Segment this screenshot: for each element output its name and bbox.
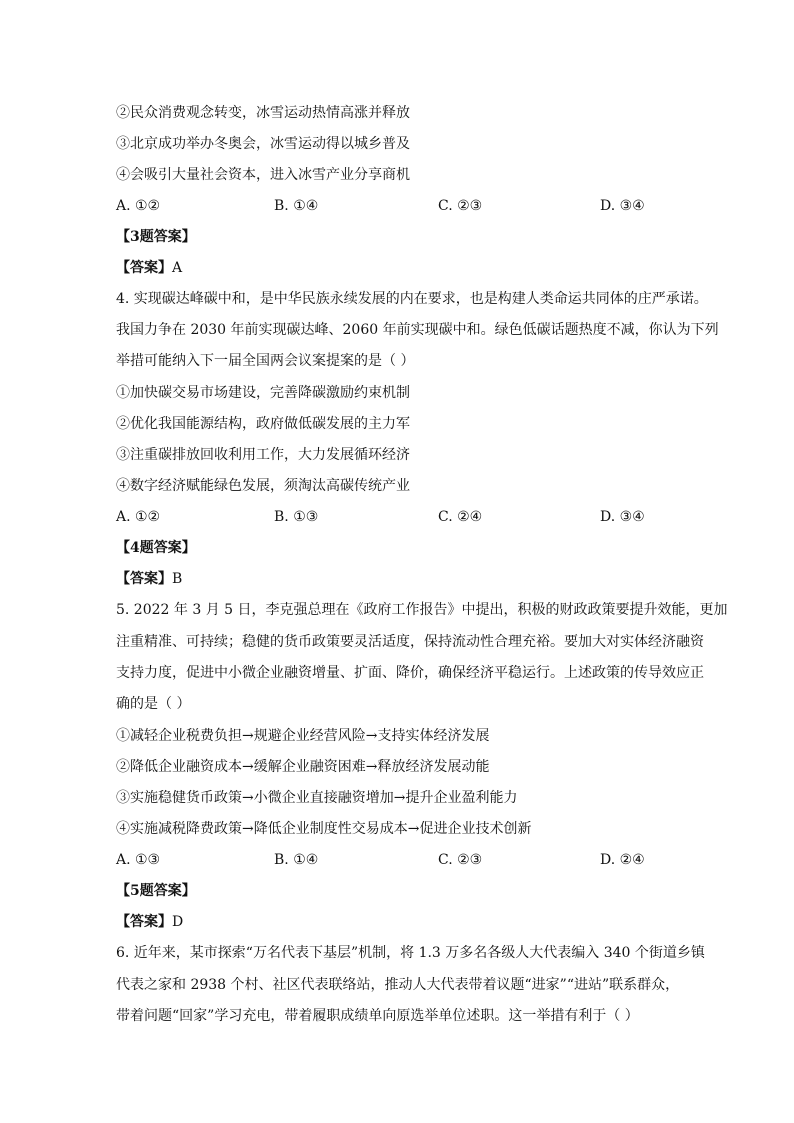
q6-stem-line-2: 代表之家和 2938 个村、社区代表联络站，推动人大代表带着议题“进家”“进站”联系群众，	[116, 977, 680, 993]
q4-stem-line-2: 我国力争在 2030 年前实现碳达峰、2060 年前实现碳中和。绿色低碳话题热度不减，你认为下列	[116, 322, 719, 338]
q5-option-a: A. ①③	[116, 852, 161, 868]
q5-statement-1: ①减轻企业税费负担→规避企业经营风险→支持实体经济发展	[116, 728, 490, 744]
q4-option-a: A. ①②	[116, 509, 161, 525]
q4-statement-4: ④数字经济赋能绿色发展，须淘汰高碳传统产业	[116, 478, 410, 494]
q3-statement-2: ②民众消费观念转变，冰雪运动热情高涨并释放	[116, 105, 410, 121]
q6-stem-line-1: 6. 近年来，某市探索“万名代表下基层”机制，将 1.3 万多名各级人大代表编入 340 个街道乡镇	[116, 945, 705, 961]
q5-stem-line-1: 5. 2022 年 3 月 5 日，李克强总理在《政府工作报告》中提出，积极的财政政策要提升效能，更加	[116, 602, 728, 618]
q5-options	[116, 850, 676, 870]
q3-option-b: B. ①④	[274, 198, 319, 214]
answer-label: 【答案】	[116, 260, 172, 276]
q4-option-c: C. ②④	[438, 509, 483, 525]
q4-statement-2: ②优化我国能源结构，政府做低碳发展的主力军	[116, 416, 410, 432]
q5-stem-line-3: 支持力度，促进中小微企业融资增量、扩面、降价，确保经济平稳运行。上述政策的传导效应正	[116, 665, 704, 681]
q5-statement-4: ④实施减税降费政策→降低企业制度性交易成本→促进企业技术创新	[116, 821, 532, 837]
q4-statement-3: ③注重碳排放回收利用工作，大力发展循环经济	[116, 447, 410, 463]
q3-option-a: A. ①②	[116, 198, 161, 214]
answer-value: B	[172, 571, 183, 587]
q5-stem-line-4: 确的是（ ）	[116, 696, 191, 712]
q4-stem-line-1: 4. 实现碳达峰碳中和，是中华民族永续发展的内在要求，也是构建人类命运共同体的庄严承诺。	[116, 291, 708, 307]
q3-options	[116, 196, 676, 216]
q3-statement-3: ③北京成功举办冬奥会，冰雪运动得以城乡普及	[116, 136, 410, 152]
q4-answer-header: 【4题答案】	[116, 540, 196, 556]
q4-options	[116, 507, 676, 527]
q6-stem-line-3: 带着问题“回家”学习充电，带着履职成绩单向原选举单位述职。这一举措有利于（ ）	[116, 1008, 639, 1024]
q3-answer	[116, 258, 182, 278]
q3-answer-header: 【3题答案】	[116, 229, 196, 245]
answer-label: 【答案】	[116, 914, 172, 930]
q5-stem-line-2: 注重精准、可持续；稳健的货币政策要灵活适度，保持流动性合理充裕。要加大对实体经济融资	[116, 634, 704, 650]
q5-option-b: B. ①④	[274, 852, 319, 868]
q4-answer	[116, 569, 182, 589]
q5-answer	[116, 912, 183, 932]
q3-statement-4: ④会吸引大量社会资本，进入冰雪产业分享商机	[116, 167, 410, 183]
answer-value: D	[172, 914, 184, 930]
q4-statement-1: ①加快碳交易市场建设，完善降碳激励约束机制	[116, 385, 410, 401]
q3-option-c: C. ②③	[438, 198, 483, 214]
q5-option-d: D. ②④	[600, 852, 645, 868]
q5-statement-3: ③实施稳健货币政策→小微企业直接融资增加→提升企业盈利能力	[116, 790, 518, 806]
answer-label: 【答案】	[116, 571, 172, 587]
q3-option-d: D. ③④	[600, 198, 645, 214]
answer-value: A	[172, 260, 183, 276]
q4-option-d: D. ③④	[600, 509, 645, 525]
q5-answer-header: 【5题答案】	[116, 883, 196, 899]
q5-option-c: C. ②③	[438, 852, 483, 868]
q4-stem-line-3: 举措可能纳入下一届全国两会议案提案的是（ ）	[116, 353, 415, 369]
q4-option-b: B. ①③	[274, 509, 319, 525]
q5-statement-2: ②降低企业融资成本→缓解企业融资困难→释放经济发展动能	[116, 759, 490, 775]
